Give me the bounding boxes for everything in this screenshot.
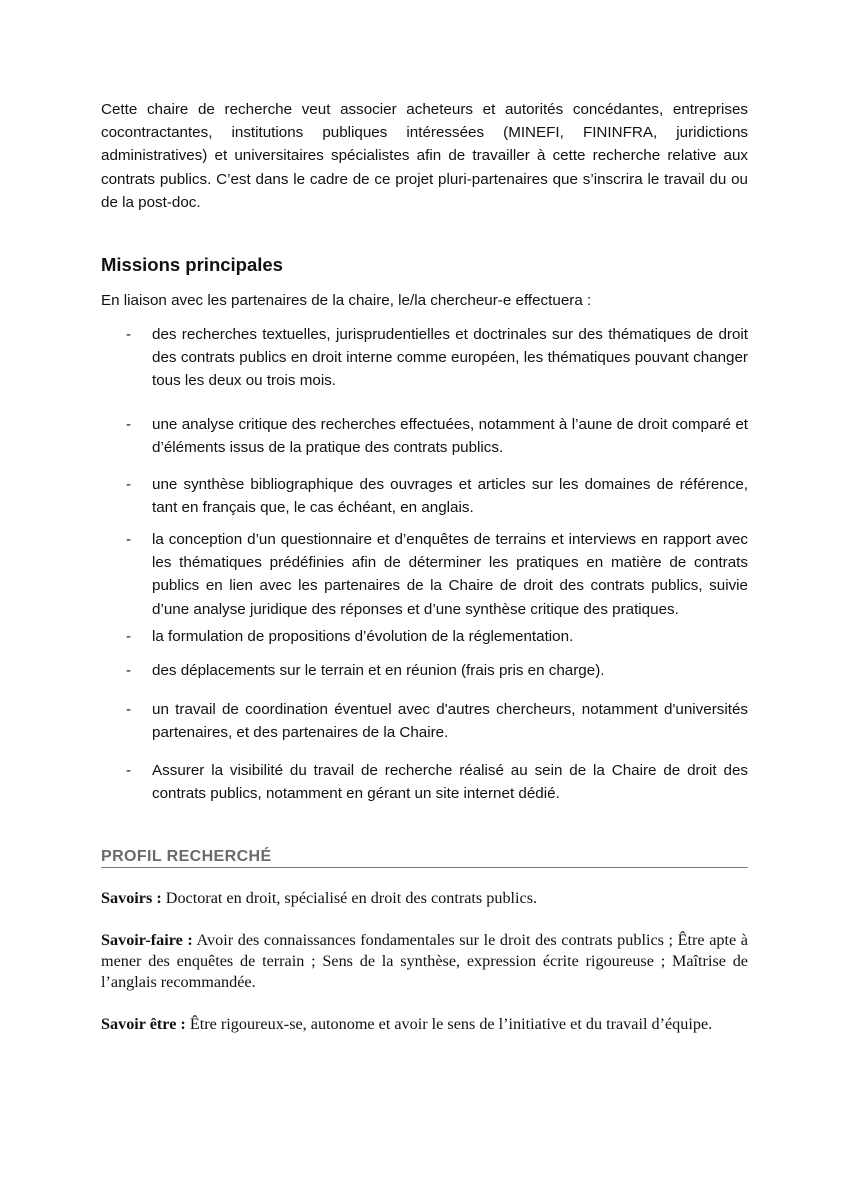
mission-text: une analyse critique des recherches effectuées, notamment à l’aune de droit comparé et d’éléments issus de la pratique des contrats publics. — [152, 416, 748, 457]
savoir-faire-text: Avoir des connaissances fondamentales sur le droit des contrats publics ; Être apte à mener des enquêtes de terrain ; Sens de la synthèse, expression écrite rigoureuse ; Maîtrise de l’anglais recommandée. — [101, 931, 748, 991]
mission-text: Assurer la visibilité du travail de recherche réalisé au sein de la Chaire de droit des contrats publics, notamment en gérant un site internet dédié. — [152, 762, 748, 803]
savoir-faire-label: Savoir-faire : — [101, 931, 193, 949]
intro-paragraph: Cette chaire de recherche veut associer acheteurs et autorités concédantes, entreprises cocontractantes, institutions publiques intéressées (MINEFI, FININFRA, juridictions administratives) et universitaires spécialistes afin de travailler à cette recherche relative aux contrats publics. C’est dans le cadre de ce projet pluri-partenaires que s’inscrira le travail du ou de la post-doc. — [101, 101, 748, 211]
document-page — [101, 98, 748, 1033]
savoir-etre-text: Être rigoureux-se, autonome et avoir le sens de l’initiative et du travail d’équipe. — [185, 1015, 713, 1033]
bullet-dash: - — [126, 326, 132, 343]
savoirs-text: Doctorat en droit, spécialisé en droit des contrats publics. — [161, 889, 538, 907]
missions-lead: En liaison avec les partenaires de la chaire, le/la chercheur-e effectuera : — [101, 292, 592, 309]
bullet-dash: - — [126, 416, 132, 433]
mission-text: des recherches textuelles, jurisprudentielles et doctrinales sur des thématiques de droit des contrats publics en droit interne comme européen, les thématiques pouvant changer tous les deux ou trois mois. — [152, 326, 748, 390]
bullet-dash: - — [126, 531, 132, 548]
bullet-dash: - — [126, 628, 132, 645]
savoirs-paragraph — [101, 888, 748, 909]
mission-text: des déplacements sur le terrain et en réunion (frais pris en charge). — [152, 662, 605, 679]
bullet-dash: - — [126, 662, 132, 679]
bullet-dash: - — [126, 762, 132, 779]
savoir-etre-paragraph — [101, 1014, 748, 1035]
profil-heading: PROFIL RECHERCHÉ — [101, 848, 748, 868]
mission-text: une synthèse bibliographique des ouvrages et articles sur les domaines de référence, tant en français que, le cas échéant, en anglais. — [152, 476, 748, 517]
mission-text: un travail de coordination éventuel avec d'autres chercheurs, notamment d'universités partenaires, et des partenaires de la Chaire. — [152, 701, 748, 742]
savoir-etre-label: Savoir être : — [101, 1015, 186, 1033]
savoirs-label: Savoirs : — [101, 889, 162, 907]
mission-text: la conception d’un questionnaire et d’enquêtes de terrains et interviews en rapport avec les thématiques prédéfinies afin de déterminer les pratiques en matière de contrats publics en lien avec les partenaires de la Chaire de droit des contrats publics, suivie d’une analyse juridique des réponses et d’une synthèse critique des pratiques. — [152, 531, 748, 618]
savoir-faire-paragraph — [101, 930, 748, 993]
bullet-dash: - — [126, 476, 132, 493]
bullet-dash: - — [126, 701, 132, 718]
mission-text: la formulation de propositions d’évolution de la réglementation. — [152, 628, 574, 645]
missions-heading: Missions principales — [101, 254, 283, 275]
